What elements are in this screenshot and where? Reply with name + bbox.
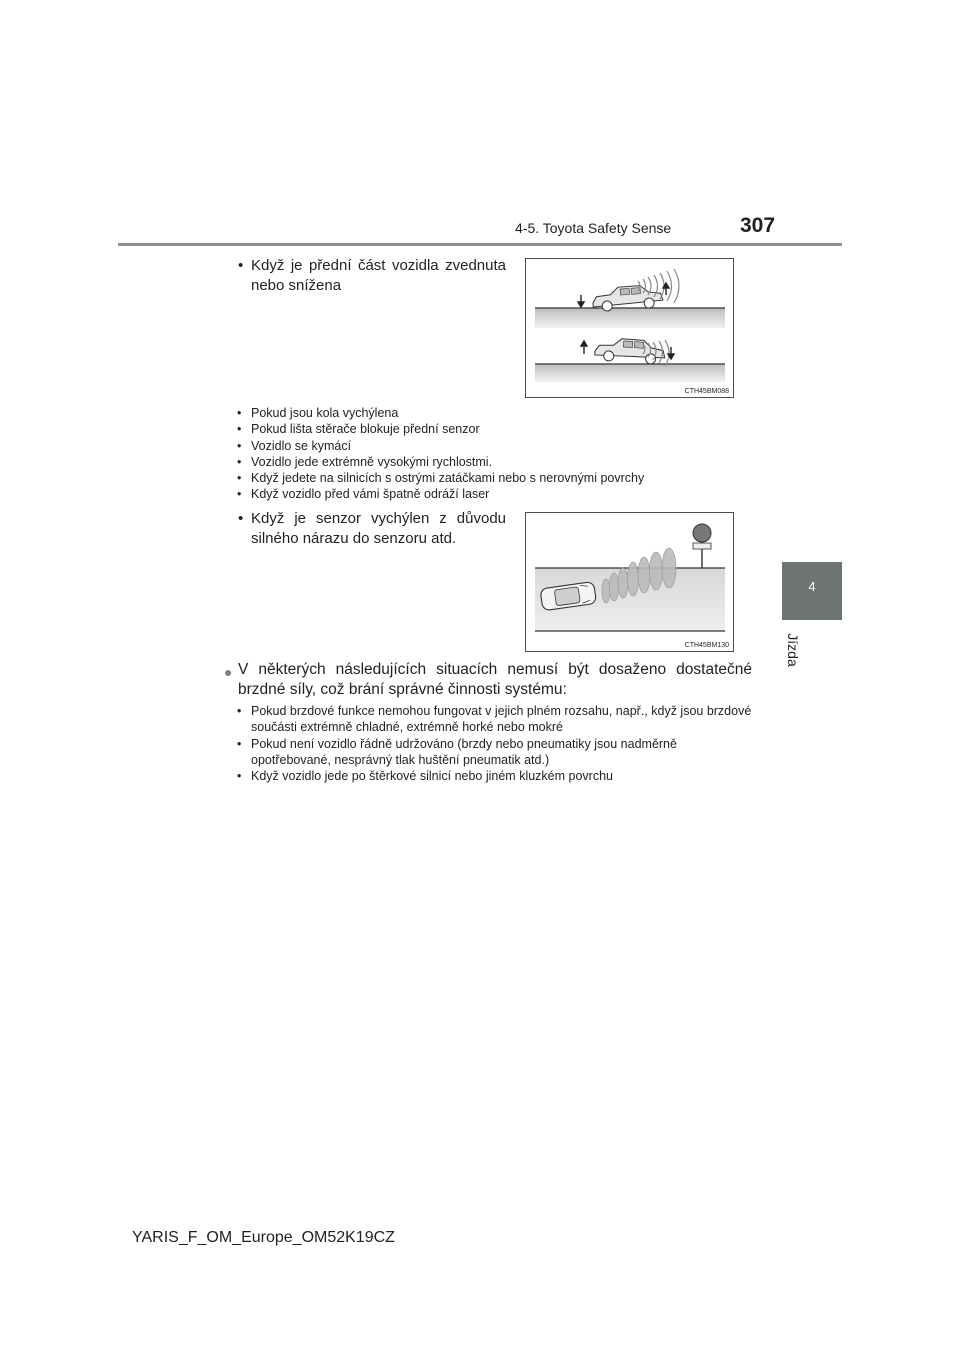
page-number: 307: [740, 214, 776, 237]
chapter-title-label: Jízda: [785, 633, 801, 667]
chapter-tab: [782, 562, 842, 620]
chapter-number: 4: [808, 579, 816, 594]
bullet-text: Když je senzor vychýlen z důvodu silného nárazu do senzoru atd.: [251, 510, 506, 547]
chapter-title: [778, 630, 808, 670]
list-item: • Pokud brzdové funkce nemohou fungovat v jejich plném rozsahu, např., když jsou brzdové součásti extrémně chladné, extrémně horké nebo mokré: [237, 703, 757, 736]
list-item: • Pokud není vozidlo řádně udržováno (brzdy nebo pneumatiky jsou nadměrně opotřebované, nesprávný tlak huštění pneumatik atd.): [237, 736, 757, 769]
vehicle-pitch-illustration: [526, 259, 733, 397]
condition-list-2: [237, 703, 757, 784]
figure-code: CTH45BM130: [684, 642, 729, 649]
section-title: 4-5. Toyota Safety Sense: [515, 220, 672, 236]
brake-force-paragraph: V některých následujících situacích nemusí být dosaženo dostatečné brzdné síly, což brání správné činnosti systému:: [238, 661, 752, 698]
sensor-misaligned-illustration: [526, 513, 733, 651]
figure-sensor-misaligned: [525, 512, 734, 652]
bullet-item-sensor-misaligned: [238, 509, 506, 553]
figure-code: CTH45BM088: [684, 388, 729, 395]
list-item: • Pokud lišta stěrače blokuje přední senzor: [237, 421, 757, 437]
bullet-item-front-raised: [238, 256, 506, 300]
list-item: • Vozidlo se kymácí: [237, 438, 757, 454]
figure-vehicle-pitch: [525, 258, 734, 398]
circle-bullet-icon: ●: [224, 664, 233, 680]
list-item: • Pokud jsou kola vychýlena: [237, 405, 757, 421]
list-item: • Když vozidlo jede po štěrkové silnicí nebo jiném kluzkém povrchu: [237, 768, 757, 784]
list-item: • Vozidlo jede extrémně vysokými rychlostmi.: [237, 454, 757, 470]
list-item: • Když vozidlo před vámi špatně odráží laser: [237, 486, 757, 502]
bullet-text: Když je přední část vozidla zvednuta nebo snížena: [251, 257, 506, 294]
condition-list-1: [237, 405, 757, 503]
list-item: • Když jedete na silnicích s ostrými zatáčkami nebo s nerovnými povrchy: [237, 470, 757, 486]
header-divider: [118, 243, 842, 246]
bullet-dot: •: [238, 510, 244, 527]
bullet-dot: •: [238, 257, 244, 274]
footer-doc-id: YARIS_F_OM_Europe_OM52K19CZ: [132, 1229, 395, 1246]
